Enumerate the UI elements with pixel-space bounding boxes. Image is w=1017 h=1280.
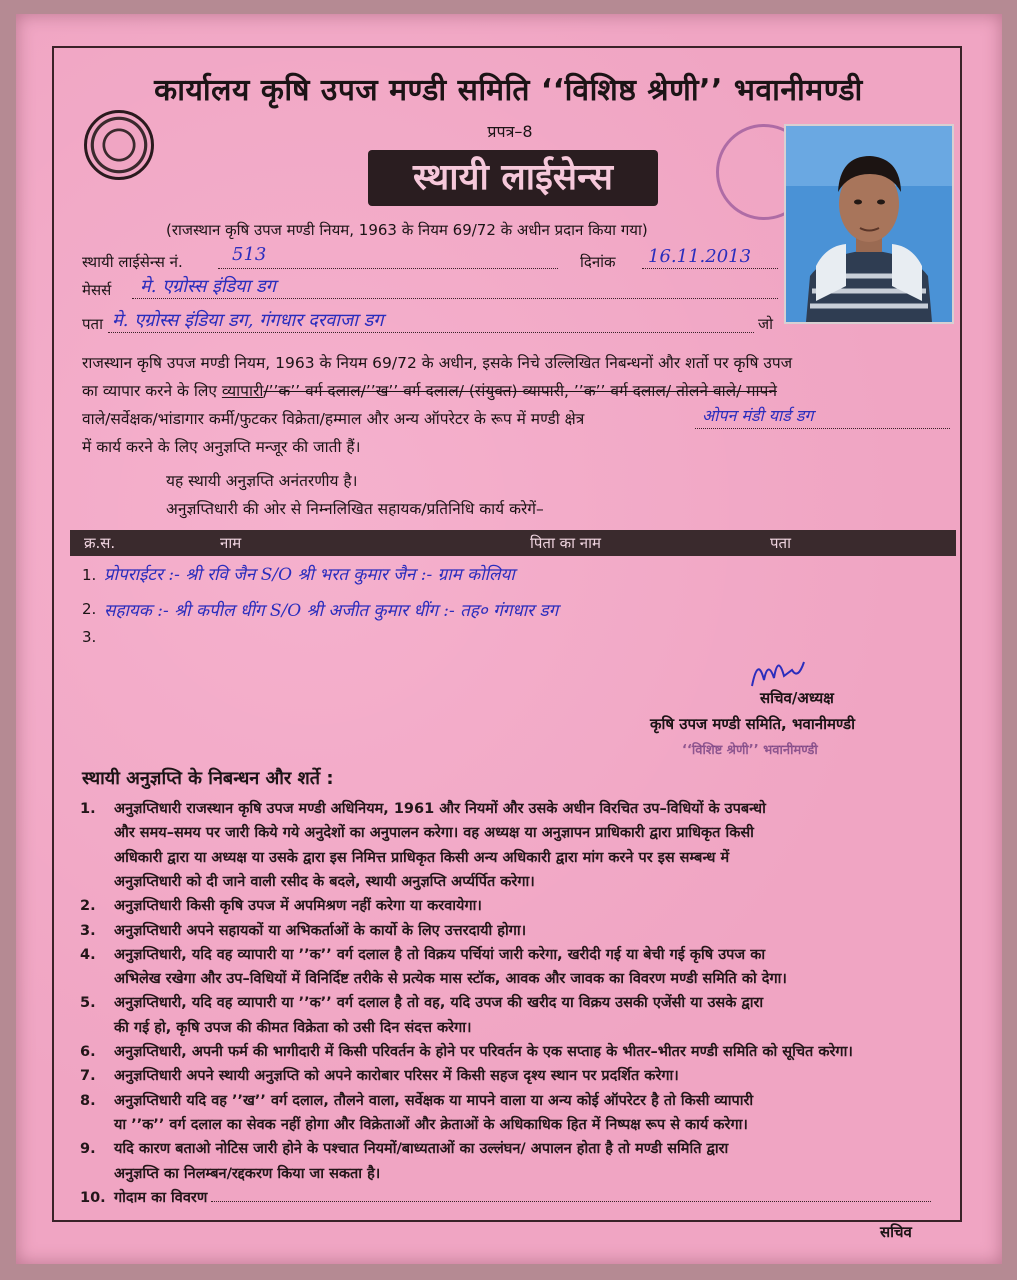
condition-9-line-2 <box>80 1161 950 1187</box>
condition-text: अधिकारी द्वारा या अध्यक्ष या उसके द्वारा इस निमित्त प्राधिकृत किसी अन्य अधिकारी द्वारा मांग करने पर इस सम्बन्ध में <box>114 849 730 866</box>
col-serial: क्र.स. <box>84 534 116 552</box>
condition-text: और समय–समय पर जारी किये गये अनुदेशों का अनुपालन करेगा। वह अध्यक्ष या अनुज्ञापन प्राधिकारी द्वारा प्राधिकृत किसी <box>114 825 754 842</box>
condition-number: 3. <box>80 922 96 939</box>
condition-number: 10. <box>80 1189 106 1206</box>
condition-number: 9. <box>80 1141 96 1158</box>
grant-para-line-2 <box>82 378 962 405</box>
license-banner: स्थायी लाईसेन्स <box>368 150 658 206</box>
committee-seal: ‘‘विशिष्ट श्रेणी’’ भवानीमण्डी <box>682 743 818 758</box>
condition-9-line-1 <box>80 1136 950 1162</box>
col-address: पता <box>770 534 791 552</box>
condition-2-line-1 <box>80 893 950 919</box>
col-father-name: पिता का नाम <box>530 534 601 552</box>
condition-1-line-1 <box>80 796 950 822</box>
condition-text: की गई हो, कृषि उपज की कीमत विक्रेता को उसी दिन संदत्त करेगा। <box>114 1019 472 1036</box>
condition-3-line-1 <box>80 918 950 944</box>
applicant-photo <box>784 124 954 324</box>
condition-number: 6. <box>80 1044 96 1060</box>
condition-4-line-2 <box>80 966 950 992</box>
office-title: कार्यालय कृषि उपज मण्डी समिति ‘‘विशिष्ठ श्रेणी’’ भवानीमण्डी <box>154 73 863 108</box>
condition-number: 7. <box>80 1068 96 1085</box>
condition-10-line-1 <box>80 1185 950 1211</box>
firm-value: मे. एग्रोस्स इंडिया डग <box>140 276 276 297</box>
condition-number: 1. <box>80 801 96 817</box>
form-number: प्रपत्र–8 <box>487 122 533 141</box>
condition-6-line-1 <box>80 1039 950 1065</box>
col-name: नाम <box>220 534 242 552</box>
condition-text: अनुज्ञप्तिधारी राजस्थान कृषि उपज मण्डी अधिनियम, 1961 और नियमों और उसके अधीन विरचित उप–विधियों के उपबन्धो <box>114 801 766 817</box>
mandi-logo-icon <box>84 110 154 180</box>
condition-text: अनुज्ञप्तिधारी अपने स्थायी अनुज्ञप्ति को अपने कारोबार परिसर में किसी सहज दृश्य स्थान पर प्रदर्शित करेगा। <box>114 1068 679 1085</box>
condition-text: अनुज्ञप्ति का निलम्बन/रद्दकरण किया जा सकता है। <box>114 1165 381 1182</box>
grant-para-line-4: में कार्य करने के लिए अनुज्ञप्ति मन्जूर की जाती हैं। <box>82 438 361 456</box>
conditions-title: स्थायी अनुज्ञप्ति के निबन्धन और शर्ते : <box>82 768 334 789</box>
condition-text: अनुज्ञप्तिधारी, अपनी फर्म की भागीदारी में किसी परिवर्तन के होने पर परिवर्तन के एक सप्ताह के भीतर–भीतर मण्डी समिति को सूचित करेगा। <box>114 1044 853 1060</box>
person-photo-icon <box>786 126 952 322</box>
non-transferable-note: यह स्थायी अनुज्ञप्ति अनंतरणीय है। <box>166 472 358 490</box>
address-value: मे. एग्रोस्स इंडिया डग, गंगधार दरवाजा डग <box>112 310 384 331</box>
condition-4-line-1 <box>80 942 950 968</box>
firm-label: मेसर्स <box>82 281 112 299</box>
condition-number: 5. <box>80 995 96 1012</box>
condition-text: अनुज्ञप्तिधारी को दी जाने वाली रसीद के बदले, स्थायी अनुज्ञप्ति अर्प्यर्पित करेगा। <box>114 873 535 890</box>
grant-para-line-1: राजस्थान कृषि उपज मण्डी नियम, 1963 के नियम 69/72 के अधीन, इसके निचे उल्लिखित निबन्धनों और शर्तो पर कृषि उपज <box>82 354 793 372</box>
date-label: दिनांक <box>580 253 616 271</box>
license-number-label: स्थायी लाईसेन्स नं. <box>82 253 183 271</box>
legal-subtitle: (राजस्थान कृषि उपज मण्डी नियम, 1963 के नियम 69/72 के अधीन प्रदान किया गया) <box>166 221 648 239</box>
condition-text: अनुज्ञप्तिधारी, यदि वह व्यापारी या ’’क’’ वर्ग दलाल है तो विक्रय पर्चियां जारी करेगा, खरीदी गई या बेची गई कृषि उपज का <box>114 946 766 963</box>
address-suffix: जो <box>758 315 774 333</box>
footer-secretary: सचिव <box>880 1223 912 1241</box>
grant-para-start: का व्यापार करने के लिए <box>82 382 217 400</box>
signatory-role: सचिव/अध्यक्ष <box>760 689 834 707</box>
row-1-number: 1. <box>82 566 97 584</box>
grant-para-line-3: वाले/सर्वेक्षक/भांडागार कर्मी/फुटकर विक्रेता/हम्माल और अन्य ऑपरेटर के रूप में मण्डी क्षेत्र <box>82 410 585 428</box>
assistants-intro: अनुज्ञप्तिधारी की ओर से निम्नलिखित सहायक/प्रतिनिधि कार्य करेगें– <box>166 500 544 518</box>
condition-text: अनुज्ञप्तिधारी यदि वह ’’ख’’ वर्ग दलाल, तौलने वाला, सर्वेक्षक या मापने वाला या अन्य कोई ऑपरेटर है तो किसी व्यापारी <box>114 1092 754 1109</box>
assistants-table-header <box>70 530 956 556</box>
condition-7-line-1 <box>80 1063 950 1089</box>
row-1-text: प्रोपराईटर :- श्री रवि जैन S/O श्री भरत कुमार जैन :- ग्राम कोलिया <box>104 565 515 585</box>
date-value: 16.11.2013 <box>648 246 752 267</box>
firm-line <box>132 298 778 299</box>
condition-1-line-4 <box>80 869 950 895</box>
condition-1-line-2 <box>80 820 950 846</box>
mandi-area-value: ओपन मंडी यार्ड डग <box>702 406 814 425</box>
condition-text: अनुज्ञप्तिधारी किसी कृषि उपज में अपमिश्रण नहीं करेगा या करवायेगा। <box>114 898 482 915</box>
condition-1-line-3 <box>80 845 950 871</box>
row-3-number: 3. <box>82 628 97 646</box>
address-label: पता <box>82 315 103 333</box>
committee-name: कृषि उपज मण्डी समिति, भवानीमण्डी <box>650 715 855 733</box>
condition-number: 2. <box>80 898 96 915</box>
condition-text: अनुज्ञप्तिधारी अपने सहायकों या अभिकर्ताओं के कार्यो के लिए उत्तरदायी होगा। <box>114 922 527 939</box>
condition-number: 4. <box>80 946 96 963</box>
row-2-text: सहायक :- श्री कपील धींग S/O श्री अजीत कुमार धींग :- तह० गंगधार डग <box>104 601 559 621</box>
condition-text: या ’’क’’ वर्ग दलाल का सेवक नहीं होगा और विक्रेताओं और क्रेताओं के अधिकाधिक हित में निष्पक्ष रूप से कार्य करेगा। <box>114 1116 748 1133</box>
area-line <box>695 428 950 429</box>
condition-text: गोदाम का विवरण <box>114 1189 208 1206</box>
trader-category: व्यापारी <box>221 382 264 400</box>
license-number-value: 513 <box>232 244 267 265</box>
struck-categories: /’’क’’ वर्ग दलाल/’’ख’’ वर्ग दलाल/ (संयुक्त) व्यापारी, ’’क’’ वर्ग दलाल/ तोलने वाले/ मापने <box>263 382 777 400</box>
condition-text: अभिलेख रखेगा और उप–विधियों में विनिर्दिष्ट तरीके से प्रत्येक मास स्टॉक, आवक और जावक का विवरण मण्डी समिति को देगा। <box>114 971 787 988</box>
condition-5-line-2 <box>80 1015 950 1041</box>
date-line <box>642 268 778 269</box>
condition-8-line-1 <box>80 1088 950 1114</box>
condition-8-line-2 <box>80 1112 950 1138</box>
address-line <box>108 332 754 333</box>
godown-line <box>211 1201 931 1202</box>
condition-number: 8. <box>80 1092 96 1109</box>
row-2-number: 2. <box>82 600 97 618</box>
condition-text: यदि कारण बताओ नोटिस जारी होने के पश्चात नियमों/बाध्यताओं का उल्लंघन/ अपालन होता है तो मण्डी समिति द्वारा <box>114 1141 729 1158</box>
condition-text: अनुज्ञप्तिधारी, यदि वह व्यापारी या ’’क’’ वर्ग दलाल है तो वह, यदि उपज की खरीद या विक्रय उसकी एजेंसी या उसके द्वारा <box>114 995 764 1012</box>
license-number-line <box>218 268 558 269</box>
condition-5-line-1 <box>80 990 950 1016</box>
